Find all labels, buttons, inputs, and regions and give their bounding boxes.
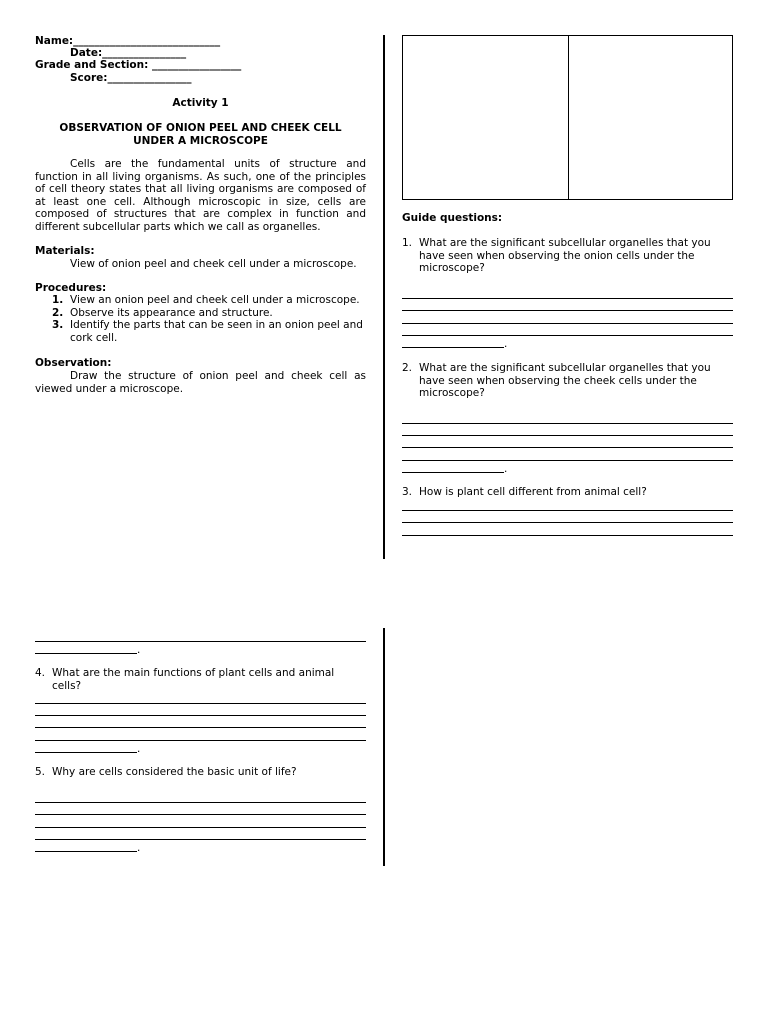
date-line [70, 47, 186, 60]
question-4: 4. What are the main functions of plant cells and animal cells? [35, 667, 335, 692]
score-blank[interactable]: ________________ [107, 72, 192, 84]
answer-line[interactable] [35, 715, 366, 716]
answer-line[interactable] [35, 653, 137, 654]
answer-line[interactable] [35, 752, 137, 753]
answer-period: . [504, 338, 508, 350]
answer-period: . [137, 644, 141, 656]
answer-line[interactable] [402, 435, 733, 436]
answer-line[interactable] [402, 347, 504, 348]
drawing-boxes [402, 35, 733, 200]
procedure-item: 1. View an onion peel and cheek cell under a microscope. [52, 294, 360, 306]
materials-text: View of onion peel and cheek cell under a microscope. [70, 258, 357, 270]
answer-line[interactable] [35, 703, 366, 704]
grade-line [35, 59, 241, 72]
question-3: 3. How is plant cell different from animal cell? [402, 486, 647, 498]
answer-line[interactable] [35, 839, 366, 840]
score-label: Score: [70, 72, 108, 84]
answer-line[interactable] [402, 510, 733, 511]
observation-heading: Observation: [35, 357, 112, 369]
answer-line[interactable] [35, 851, 137, 852]
answer-line[interactable] [35, 814, 366, 815]
answer-line[interactable] [35, 802, 366, 803]
name-blank[interactable]: ____________________________ [73, 35, 221, 47]
procedures-heading: Procedures: [35, 282, 107, 294]
date-label: Date: [70, 47, 103, 59]
procedure-item: 2. Observe its appearance and structure. [52, 306, 273, 319]
answer-line[interactable] [35, 641, 366, 642]
score-line [70, 72, 192, 85]
guide-heading: Guide questions: [402, 212, 503, 224]
name-label: Name: [35, 35, 74, 47]
answer-line[interactable] [402, 472, 504, 473]
activity-title-line2: UNDER A MICROSCOPE [133, 134, 268, 147]
answer-line[interactable] [35, 740, 366, 741]
activity-number: Activity 1 [172, 97, 229, 109]
answer-line[interactable] [402, 522, 733, 523]
intro-paragraph: Cells are the fundamental units of structure and function in all living organisms. As such, one of the principles of cell theory states that all living organisms are composed of at least one cell. Although microscopic in size, cells are composed of structures that are complex in function and different subcellular parts which we call as organelles. [35, 158, 366, 233]
procedures-list [35, 294, 366, 344]
drawing-box-divider [568, 36, 569, 199]
answer-line[interactable] [402, 323, 733, 324]
procedure-item: 3. Identify the parts that can be seen in an onion peel and cork cell. [52, 319, 363, 344]
grade-blank[interactable]: _________________ [148, 59, 242, 71]
column-divider [383, 35, 385, 559]
grade-label: Grade and Section: [35, 59, 149, 71]
answer-line[interactable] [35, 727, 366, 728]
question-1: 1. What are the significant subcellular organelles that you have seen when observing the onion cells under the microscope? [402, 237, 711, 275]
answer-line[interactable] [402, 460, 733, 461]
answer-line[interactable] [402, 298, 733, 299]
column-divider [383, 628, 385, 866]
question-2: 2. What are the significant subcellular organelles that you have seen when observing the cheek cells under the microscope? [402, 362, 711, 400]
answer-line[interactable] [402, 335, 733, 336]
answer-line[interactable] [402, 535, 733, 536]
activity-title-line1: OBSERVATION OF ONION PEEL AND CHEEK CELL [59, 122, 342, 134]
name-line [35, 35, 220, 48]
answer-period: . [137, 743, 141, 755]
answer-line[interactable] [402, 423, 733, 424]
answer-line[interactable] [402, 310, 733, 311]
question-5: 5. Why are cells considered the basic unit of life? [35, 766, 297, 778]
observation-text: Draw the structure of onion peel and cheek cell as viewed under a microscope. [35, 370, 366, 395]
date-blank[interactable]: ________________ [102, 47, 187, 59]
materials-heading: Materials: [35, 245, 95, 257]
activity-title [35, 122, 366, 147]
answer-line[interactable] [35, 827, 366, 828]
answer-line[interactable] [402, 447, 733, 448]
answer-period: . [137, 842, 141, 854]
answer-period: . [504, 463, 508, 475]
